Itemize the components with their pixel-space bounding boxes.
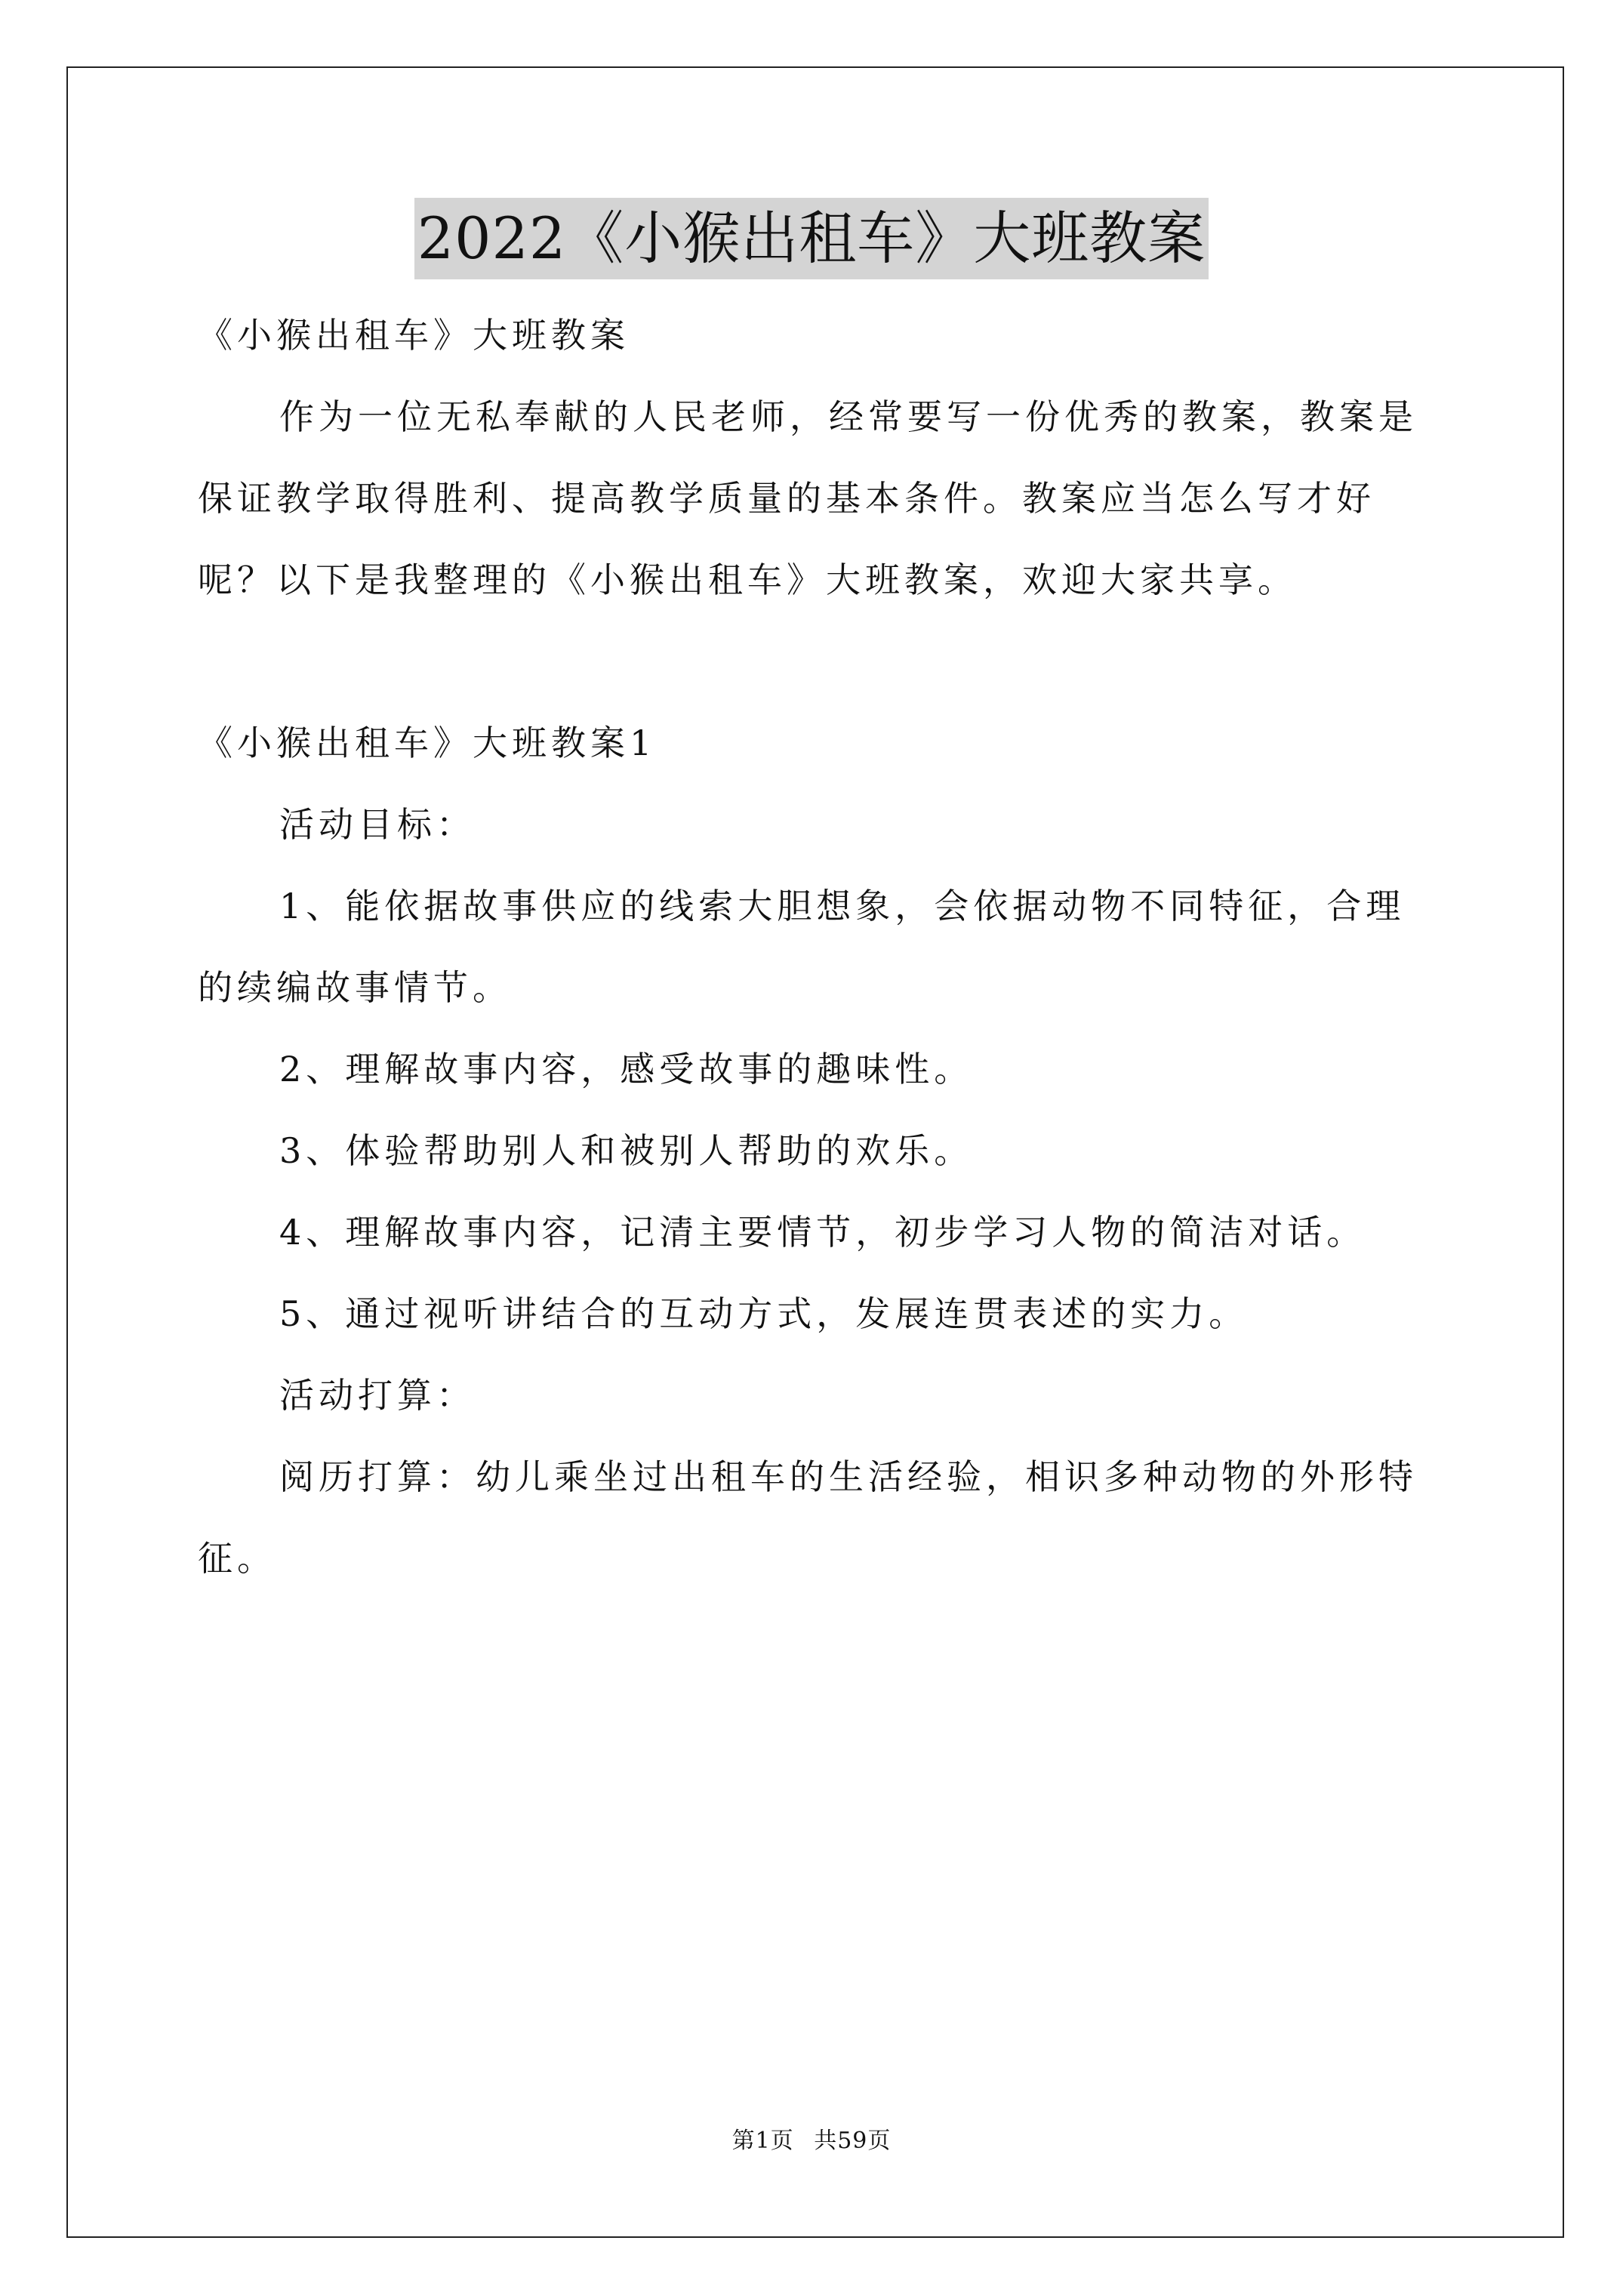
document-body [198,294,1436,1599]
paragraph-spacer [198,621,1436,702]
prep-paragraph: 阅历打算：幼儿乘坐过出租车的生活经验，相识多种动物的外形特征。 [198,1456,1418,1579]
page-total: 共59页 [814,2128,892,2154]
goal-item-1: 1、能依据故事供应的线索大胆想象，会依据动物不同特征，合理的续编故事情节。 [198,886,1406,1008]
goal-item-5: 5、通过视听讲结合的互动方式，发展连贯表述的实力。 [279,1293,1249,1334]
title-container [0,198,1623,279]
document-title: 2022《小猴出租车》大班教案 [414,198,1209,279]
page-footer [0,2126,1623,2156]
section-heading: 《小猴出租车》大班教案1 [198,723,657,763]
intro-paragraph: 作为一位无私奉献的人民老师，经常要写一份优秀的教案，教案是保证教学取得胜利、提高教学质量的基本条件。教案应当怎么写才好呢？以下是我整理的《小猴出租车》大班教案，欢迎大家共享。 [198,396,1418,600]
goal-item-3: 3、体验帮助别人和被别人帮助的欢乐。 [279,1130,974,1171]
goal-item-4: 4、理解故事内容，记清主要情节，初步学习人物的简洁对话。 [279,1212,1366,1253]
goal-item-2: 2、理解故事内容，感受故事的趣味性。 [279,1049,974,1089]
prep-heading: 活动打算： [279,1375,476,1416]
goals-heading: 活动目标： [279,804,476,845]
page-number: 第1页 [731,2128,794,2154]
subtitle: 《小猴出租车》大班教案 [198,315,630,356]
